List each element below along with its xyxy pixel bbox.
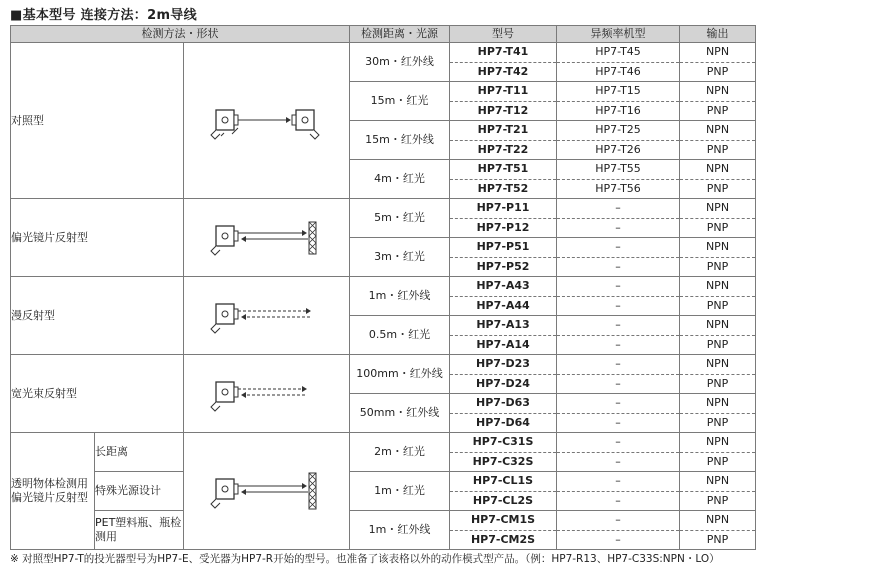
table-row: 宽光束反射型 100mm・红外线 HP7-D23 – NPN bbox=[11, 355, 756, 375]
table-row: HP7-D64 – PNP bbox=[11, 413, 756, 433]
table-row: 50mm・红外线 HP7-D63 – NPN bbox=[11, 394, 756, 414]
table-row: HP7-T52 HP7-T56 PNP bbox=[11, 179, 756, 199]
model-table bbox=[10, 25, 756, 550]
model-cell: HP7-T52 bbox=[450, 179, 557, 199]
table-row: 0.5m・红光 HP7-A13 – NPN bbox=[11, 316, 756, 336]
diffuse-diagram bbox=[184, 277, 350, 355]
table-row: HP7-CM2S – PNP bbox=[11, 530, 756, 550]
wide-beam-diagram bbox=[184, 355, 350, 433]
table-row: PET塑料瓶、瓶检测用 1m・红外线 HP7-CM1S – NPN bbox=[11, 511, 756, 531]
model-cell: HP7-A43 bbox=[450, 277, 557, 297]
table-row: HP7-T12 HP7-T16 PNP bbox=[11, 101, 756, 121]
model-cell: HP7-CM1S bbox=[450, 511, 557, 531]
category-transparent: 透明物体检测用偏光镜片反射型 bbox=[11, 433, 95, 550]
model-cell: HP7-C32S bbox=[450, 452, 557, 472]
model-cell: HP7-D63 bbox=[450, 394, 557, 414]
category-wide: 宽光束反射型 bbox=[11, 355, 184, 433]
table-row: 对照型 30m・红外线 HP7-T41 HP7-T45 NPN bbox=[11, 43, 756, 63]
model-cell: HP7-A44 bbox=[450, 296, 557, 316]
model-cell: HP7-D64 bbox=[450, 413, 557, 433]
category-diffuse: 漫反射型 bbox=[11, 277, 184, 355]
model-cell: HP7-P12 bbox=[450, 218, 557, 238]
table-row: 透明物体检测用偏光镜片反射型 长距离 2m・红光 HP7-C31S – NPN bbox=[11, 433, 756, 453]
model-cell: HP7-T21 bbox=[450, 121, 557, 141]
model-cell: HP7-T12 bbox=[450, 101, 557, 121]
subcategory-special: 特殊光源设计 bbox=[95, 472, 184, 511]
model-cell: HP7-T22 bbox=[450, 140, 557, 160]
table-row: HP7-T42 HP7-T46 PNP bbox=[11, 62, 756, 82]
table-row: HP7-CL2S – PNP bbox=[11, 491, 756, 511]
model-cell: HP7-P52 bbox=[450, 257, 557, 277]
table-row: 3m・红光 HP7-P51 – NPN bbox=[11, 238, 756, 258]
table-row: 漫反射型 1m・红外线 HP7-A43 – NPN bbox=[11, 277, 756, 297]
model-cell: HP7-T51 bbox=[450, 160, 557, 180]
table-row: 15m・红光 HP7-T11 HP7-T15 NPN bbox=[11, 82, 756, 102]
category-through: 对照型 bbox=[11, 43, 184, 199]
header-method: 检测方法・形状 bbox=[11, 26, 350, 43]
model-cell: HP7-D24 bbox=[450, 374, 557, 394]
model-cell: HP7-D23 bbox=[450, 355, 557, 375]
subcategory-pet: PET塑料瓶、瓶检测用 bbox=[95, 511, 184, 550]
header-row bbox=[11, 26, 756, 43]
table-row: HP7-A14 – PNP bbox=[11, 335, 756, 355]
transparent-retro-diagram bbox=[184, 433, 350, 550]
table-row: HP7-A44 – PNP bbox=[11, 296, 756, 316]
header-output: 输出 bbox=[680, 26, 756, 43]
model-cell: HP7-CL1S bbox=[450, 472, 557, 492]
footnote: ※ 对照型HP7-T的投光器型号为HP7-E、受光器为HP7-R开始的型号。也准备了该表格以外的动作模式型产品。（例：HP7-R13、HP7-C33S:NPN・LO） bbox=[10, 553, 720, 565]
polarized-retro-diagram bbox=[184, 199, 350, 277]
page-title: ■基本型号 连接方法：2m导线 bbox=[10, 8, 197, 23]
model-cell: HP7-A13 bbox=[450, 316, 557, 336]
header-alt-model: 异频率机型 bbox=[557, 26, 680, 43]
table-row: 4m・红光 HP7-T51 HP7-T55 NPN bbox=[11, 160, 756, 180]
through-beam-diagram bbox=[184, 43, 350, 199]
model-cell: HP7-T41 bbox=[450, 43, 557, 63]
category-polarized: 偏光镜片反射型 bbox=[11, 199, 184, 277]
model-cell: HP7-P11 bbox=[450, 199, 557, 219]
header-model: 型号 bbox=[450, 26, 557, 43]
model-cell: HP7-T42 bbox=[450, 62, 557, 82]
table-row: HP7-D24 – PNP bbox=[11, 374, 756, 394]
model-cell: HP7-A14 bbox=[450, 335, 557, 355]
header-distance: 检测距离・光源 bbox=[350, 26, 450, 43]
table-row: 偏光镜片反射型 5m・红光 HP7-P11 – NPN bbox=[11, 199, 756, 219]
table-row: HP7-C32S – PNP bbox=[11, 452, 756, 472]
model-cell: HP7-T11 bbox=[450, 82, 557, 102]
model-cell: HP7-CM2S bbox=[450, 530, 557, 550]
table-row: 特殊光源设计 1m・红光 HP7-CL1S – NPN bbox=[11, 472, 756, 492]
table-row: HP7-P52 – PNP bbox=[11, 257, 756, 277]
table-row: HP7-P12 – PNP bbox=[11, 218, 756, 238]
subcategory-long: 长距离 bbox=[95, 433, 184, 472]
model-cell: HP7-CL2S bbox=[450, 491, 557, 511]
table-row: HP7-T22 HP7-T26 PNP bbox=[11, 140, 756, 160]
model-cell: HP7-P51 bbox=[450, 238, 557, 258]
table-row: 15m・红外线 HP7-T21 HP7-T25 NPN bbox=[11, 121, 756, 141]
model-cell: HP7-C31S bbox=[450, 433, 557, 453]
